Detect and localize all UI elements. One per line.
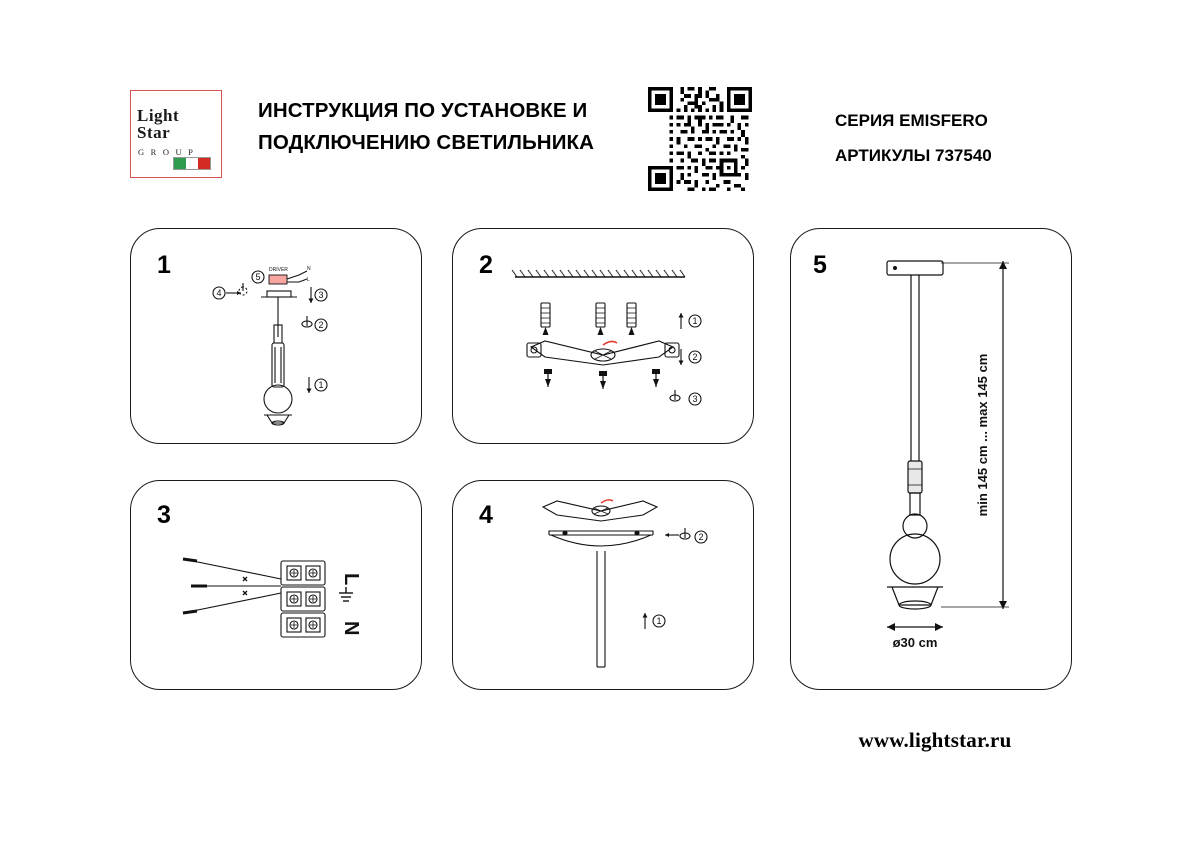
svg-text:N: N: [340, 621, 362, 636]
step-panel-5: [790, 228, 1072, 690]
page-title: [258, 95, 648, 159]
svg-text:2: 2: [698, 532, 704, 542]
logo-text-star: Star: [137, 123, 171, 142]
step-number-3: 3: [157, 501, 171, 529]
step-4-diagram: [453, 481, 753, 689]
svg-text:1: 1: [656, 616, 662, 626]
step-panel-2: [452, 228, 754, 444]
brand-logo: [130, 90, 222, 178]
svg-text:5: 5: [255, 272, 261, 282]
website-link[interactable]: www.lightstar.ru: [858, 728, 1012, 752]
svg-text:L: L: [307, 277, 310, 283]
svg-text:3: 3: [692, 394, 698, 404]
header: [130, 85, 1070, 185]
step-5-diagram: [791, 229, 1071, 689]
diameter-dimension-label: ø30 cm: [892, 635, 938, 650]
logo-text-light: Light: [137, 106, 180, 125]
step-number-4: 4: [479, 501, 493, 529]
svg-text:DRIVER: DRIVER: [269, 267, 288, 273]
svg-text:N: N: [307, 266, 311, 272]
svg-text:3: 3: [318, 290, 324, 300]
step-1-diagram: [131, 229, 421, 443]
svg-text:1: 1: [318, 380, 324, 390]
step-2-diagram: [453, 229, 753, 443]
step-panel-1: [130, 228, 422, 444]
footer: [790, 728, 1080, 753]
step-number-5: 5: [813, 251, 827, 279]
qr-code-icon: [648, 87, 752, 191]
step-panel-4: [452, 480, 754, 690]
height-dimension-label: min 145 cm ... max 145 cm: [975, 353, 990, 517]
step-3-diagram: [131, 481, 421, 689]
svg-text:2: 2: [692, 352, 698, 362]
svg-text:4: 4: [216, 288, 222, 298]
svg-text:1: 1: [692, 316, 698, 326]
articles-label: АРТИКУЛЫ 737540: [835, 146, 992, 165]
step-number-2: 2: [479, 251, 493, 279]
svg-text:2: 2: [318, 320, 324, 330]
page-title-line-2: ПОДКЛЮЧЕНИЮ СВЕТИЛЬНИКА: [258, 131, 595, 154]
step-panel-3: [130, 480, 422, 690]
step-number-1: 1: [157, 251, 171, 279]
series-label: СЕРИЯ EMISFERO: [835, 111, 988, 130]
product-meta: [835, 103, 1075, 173]
italy-flag-icon: [173, 157, 211, 170]
page-title-line-1: ИНСТРУКЦИЯ ПО УСТАНОВКЕ И: [258, 99, 588, 122]
svg-text:L: L: [340, 573, 362, 586]
logo-text-group: G R O U P: [138, 147, 196, 157]
